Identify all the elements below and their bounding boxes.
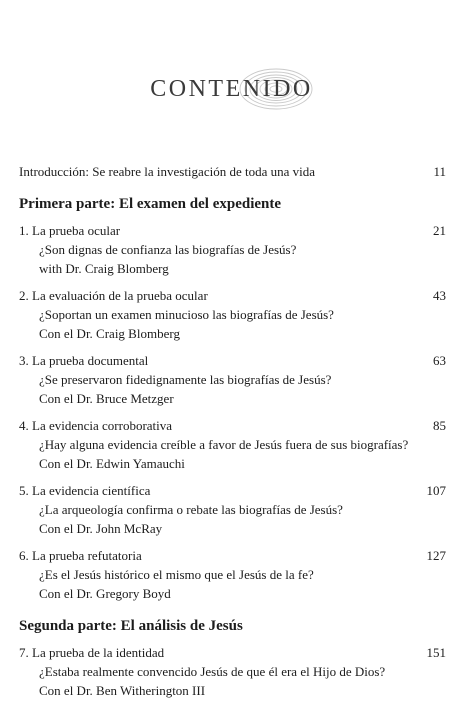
page-title: CONTENIDO <box>150 76 313 103</box>
chapter-entry[interactable] <box>19 351 446 408</box>
chapter-subtitle: ¿Es el Jesús histórico el mismo que el Jesús de la fe? <box>39 567 314 582</box>
page-number: 21 <box>433 223 446 238</box>
chapter-entry[interactable] <box>19 643 446 700</box>
chapter-title: 5. La evidencia científica <box>19 483 151 498</box>
chapter-entry[interactable] <box>19 286 446 343</box>
chapter-author: Con el Dr. Gregory Boyd <box>39 586 171 601</box>
chapter-title: 7. La prueba de la identidad <box>19 645 165 660</box>
toc-intro-entry[interactable] <box>19 162 446 181</box>
page-number: 127 <box>426 548 446 563</box>
page-number: 43 <box>433 288 446 303</box>
chapter-subtitle: ¿Se preservaron fidedignamente las biografías de Jesús? <box>39 372 332 387</box>
chapter-subtitle: ¿Estaba realmente convencido Jesús de que él era el Hijo de Dios? <box>39 664 386 679</box>
chapter-subtitle: ¿Soportan un examen minucioso las biografías de Jesús? <box>39 307 334 322</box>
chapter-author: Con el Dr. Ben Witherington III <box>39 683 206 698</box>
page-number: 107 <box>426 483 446 498</box>
heading-area <box>0 56 463 116</box>
chapter-entry[interactable] <box>19 416 446 473</box>
chapter-subtitle: ¿Son dignas de confianza las biografías de Jesús? <box>39 242 297 257</box>
chapter-subtitle: ¿Hay alguna evidencia creíble a favor de Jesús fuera de sus biografías? <box>39 437 409 452</box>
chapter-author: Con el Dr. Bruce Metzger <box>39 391 174 406</box>
chapter-entry[interactable] <box>19 546 446 603</box>
chapter-title: 2. La evaluación de la prueba ocular <box>19 288 208 303</box>
chapter-title: 4. La evidencia corroborativa <box>19 418 173 433</box>
chapter-entry[interactable] <box>19 221 446 278</box>
table-of-contents <box>19 162 446 708</box>
intro-label: Introducción: Se reabre la investigación de toda una vida <box>19 164 316 179</box>
chapter-title: 1. La prueba ocular <box>19 223 121 238</box>
page-number: 85 <box>433 418 446 433</box>
chapter-author: Con el Dr. John McRay <box>39 521 163 536</box>
page-number: 63 <box>433 353 446 368</box>
page-number: 11 <box>433 164 446 179</box>
chapter-author: Con el Dr. Craig Blomberg <box>39 326 180 341</box>
chapter-author: Con el Dr. Edwin Yamauchi <box>39 456 185 471</box>
chapter-subtitle: ¿La arqueología confirma o rebate las biografías de Jesús? <box>39 502 343 517</box>
chapter-title: 3. La prueba documental <box>19 353 149 368</box>
page-number: 151 <box>426 645 446 660</box>
part-1-title: Primera parte: El examen del expediente <box>19 196 282 212</box>
part-2-title: Segunda parte: El análisis de Jesús <box>19 618 243 634</box>
chapter-entry[interactable] <box>19 481 446 538</box>
chapter-title: 6. La prueba refutatoria <box>19 548 142 563</box>
chapter-author: with Dr. Craig Blomberg <box>39 261 169 276</box>
